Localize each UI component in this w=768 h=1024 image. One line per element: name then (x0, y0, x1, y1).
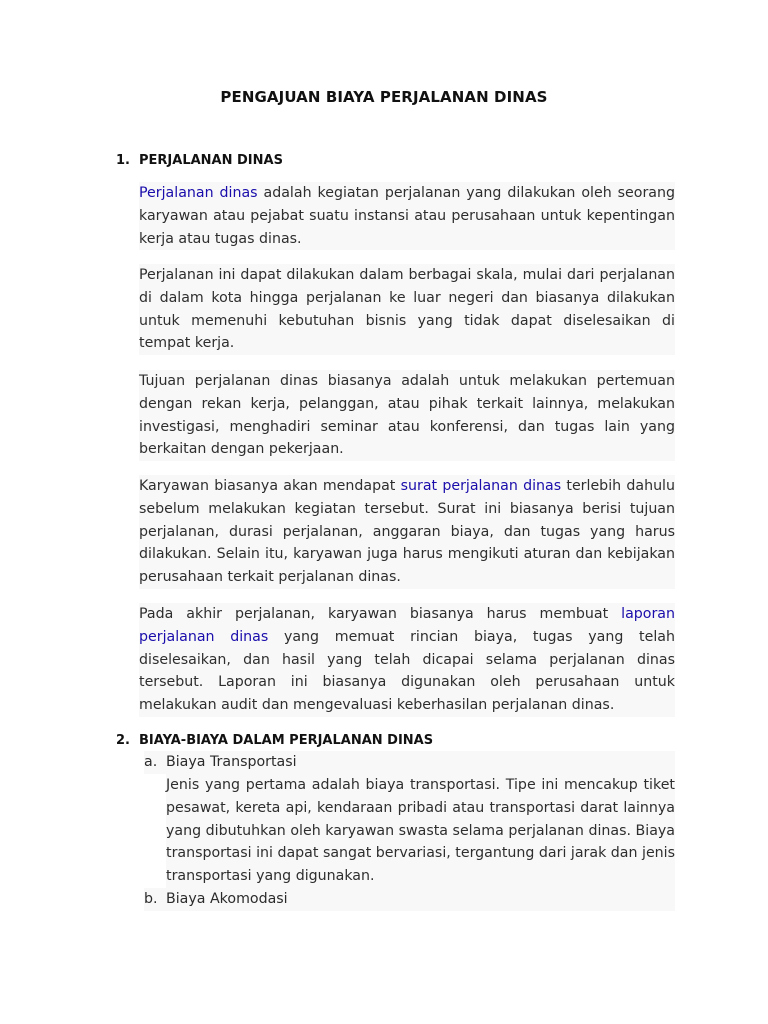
section-1-heading (116, 153, 283, 168)
list-item-a-text: Jenis yang pertama adalah biaya transportasi. Tipe ini mencakup tiket pesawat, kereta api, kendaraan pribadi atau transportasi darat lainnya yang dibutuhkan oleh karyawan swasta selama perjalanan dinas. Biaya transportasi ini dapat sangat bervariasi, tergantung dari jarak dan jenis transportasi yang digunakan. (166, 774, 675, 888)
document-title: PENGAJUAN BIAYA PERJALANAN DINAS (220, 88, 548, 106)
paragraph-5-text-end: yang memuat rincian biaya, tugas yang telah diselesaikan, dan hasil yang telah dicapai selama perjalanan dinas tersebut. Laporan ini biasanya digunakan oleh perusahaan untuk melakukan audit dan mengevaluasi keberhasilan perjalanan dinas. (139, 628, 675, 714)
paragraph-4-text-end: terlebih dahulu sebelum melakukan kegiatan tersebut. Surat ini biasanya berisi tujuan perjalanan, durasi perjalanan, anggaran biaya, dan tugas yang harus dilakukan. Selain itu, karyawan juga harus mengikuti aturan dan kebijakan perusahaan terkait perjalanan dinas. (139, 478, 675, 586)
section-2-heading (116, 733, 433, 748)
list-item-b-letter: b. (144, 891, 158, 907)
list-item-a-title: Biaya Transportasi (166, 754, 297, 770)
paragraph-4-text-start: Karyawan biasanya akan mendapat (139, 478, 401, 494)
paragraph-1 (139, 182, 675, 250)
paragraph-2: Perjalanan ini dapat dilakukan dalam berbagai skala, mulai dari perjalanan di dalam kota hingga perjalanan ke luar negeri dan biasanya dilakukan untuk memenuhi kebutuhan bisnis yang tidak dapat diselesaikan di tempat kerja. (139, 264, 675, 355)
list-item-a-letter: a. (144, 754, 158, 770)
paragraph-1-text: adalah kegiatan perjalanan yang dilakukan oleh seorang karyawan atau pejabat suatu instansi atau perusahaan untuk kepentingan kerja atau tugas dinas. (139, 185, 675, 247)
paragraph-5 (139, 603, 675, 717)
laporan-perjalanan-dinas-link[interactable]: laporan perjalanan dinas (139, 606, 675, 645)
surat-perjalanan-dinas-link[interactable]: surat perjalanan dinas (400, 478, 562, 494)
section-2-number: 2. (116, 733, 130, 748)
paragraph-4 (139, 475, 675, 589)
paragraph-5-text-start: Pada akhir perjalanan, karyawan biasanya harus membuat (139, 606, 622, 622)
perjalanan-dinas-link[interactable]: Perjalanan dinas (139, 185, 258, 201)
section-1-number: 1. (116, 153, 130, 168)
section-2-title: BIAYA-BIAYA DALAM PERJALANAN DINAS (139, 733, 434, 748)
list-item-a-label (144, 751, 675, 774)
list-item-b-label (144, 888, 675, 911)
section-1-title: PERJALANAN DINAS (139, 153, 283, 168)
paragraph-3: Tujuan perjalanan dinas biasanya adalah untuk melakukan pertemuan dengan rekan kerja, pelanggan, atau pihak terkait lainnya, melakukan investigasi, menghadiri seminar atau konferensi, dan tugas lain yang berkaitan dengan pekerjaan. (139, 370, 675, 461)
list-item-b-title: Biaya Akomodasi (166, 891, 288, 907)
